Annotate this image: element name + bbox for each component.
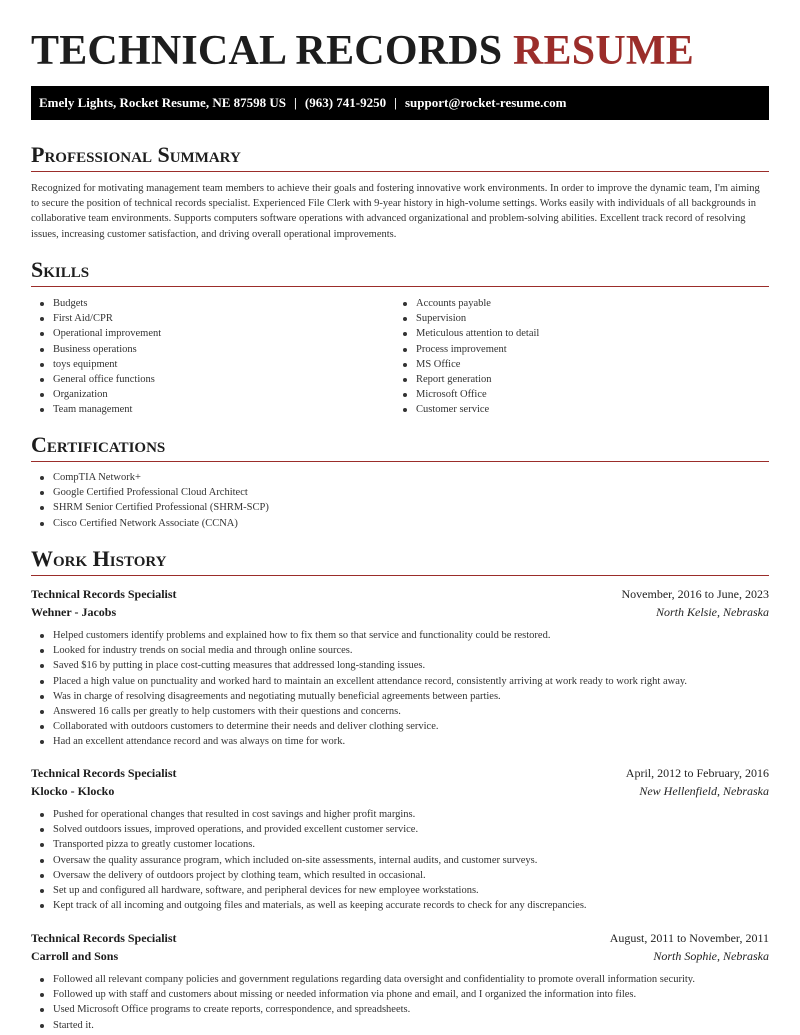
resume-title-accent: RESUME: [513, 28, 694, 74]
job-bullet: Set up and configured all hardware, software, and peripheral devices for new employee workstations.: [31, 883, 769, 898]
certification-item: SHRM Senior Certified Professional (SHRM-SCP): [31, 500, 769, 515]
job-bullet: Oversaw the quality assurance program, which included on-site assessments, internal audits, and customer surveys.: [31, 853, 769, 868]
job-company: Carroll and Sons: [31, 949, 119, 963]
job-bullet: Answered 16 calls per greatly to help customers with their questions and concerns.: [31, 704, 769, 719]
job-dates: November, 2016 to June, 2023: [621, 587, 769, 601]
skills-heading: Skills: [31, 257, 769, 287]
job-dates: April, 2012 to February, 2016: [625, 766, 769, 780]
skill-item: Organization: [31, 387, 391, 402]
job-dates: August, 2011 to November, 2011: [609, 931, 769, 945]
contact-separator: |: [394, 95, 397, 110]
contact-bar: [31, 86, 769, 120]
job-bullets: [31, 628, 769, 750]
job-bullet: Saved $16 by putting in place cost-cutting measures that addressed long-standing issues.: [31, 658, 769, 673]
certification-item: Cisco Certified Network Associate (CCNA): [31, 516, 769, 531]
job-header: [31, 929, 769, 947]
certifications-list: [31, 470, 769, 531]
job-header: [31, 585, 769, 603]
job-company: Klocko - Klocko: [31, 784, 115, 798]
skill-item: Accounts payable: [394, 296, 764, 311]
job-location: New Hellenfield, Nebraska: [639, 784, 769, 798]
skill-item: Report generation: [394, 372, 764, 387]
job-bullet: Collaborated with outdoors customers to determine their needs and deliver clothing service.: [31, 719, 769, 734]
job-company: Wehner - Jacobs: [31, 605, 117, 619]
certification-item: Google Certified Professional Cloud Architect: [31, 485, 769, 500]
job-bullet: Had an excellent attendance record and was always on time for work.: [31, 734, 769, 749]
skill-item: Budgets: [31, 296, 391, 311]
job-title: Technical Records Specialist: [31, 587, 177, 601]
job-title: Technical Records Specialist: [31, 766, 177, 780]
job-location: North Kelsie, Nebraska: [656, 605, 769, 619]
contact-phone: (963) 741-9250: [304, 95, 387, 110]
skill-item: Customer service: [394, 402, 764, 417]
skill-item: First Aid/CPR: [31, 311, 391, 326]
skills-list-left: [31, 296, 391, 418]
job-subheader: [31, 782, 769, 800]
job-bullet: Used Microsoft Office programs to create reports, correspondence, and spreadsheets.: [31, 1002, 769, 1017]
job-bullet: Looked for industry trends on social media and through online sources.: [31, 643, 769, 658]
job-header: [31, 764, 769, 782]
resume-title: [31, 27, 694, 75]
summary-text: Recognized for motivating management team members to achieve their goals and fostering innovative work environments. In order to improve the dynamic team, I'm aiming to secure the position of technical records specialist. Experienced File Clerk with 9-year history in high-volume settings. Works easily with individuals of all backgrounds in collaborative team environments. Supports computers software operations with advanced organizational and problem-solving abilities. Excellent track record of resolving issues, increasing customer satisfaction, and driving overall operational improvements.: [31, 183, 760, 240]
job-bullet: Started it.: [31, 1018, 769, 1033]
skill-item: Process improvement: [394, 342, 764, 357]
job-bullets: [31, 807, 769, 913]
skills-list-right: [394, 296, 764, 418]
contact-name-address: Emely Lights, Rocket Resume, NE 87598 US: [39, 95, 286, 110]
skill-item: General office functions: [31, 372, 391, 387]
job-bullet: Followed up with staff and customers about missing or needed information via phone and email, and I organized the information into files.: [31, 987, 769, 1002]
skill-item: toys equipment: [31, 357, 391, 372]
skill-item: Microsoft Office: [394, 387, 764, 402]
skill-item: Meticulous attention to detail: [394, 326, 764, 341]
skill-item: Operational improvement: [31, 326, 391, 341]
job-bullet: Helped customers identify problems and explained how to fix them so that service and functionality could be restored.: [31, 628, 769, 643]
job-bullet: Solved outdoors issues, improved operations, and provided excellent customer service.: [31, 822, 769, 837]
contact-email: support@rocket-resume.com: [405, 95, 567, 110]
job-location: North Sophie, Nebraska: [653, 949, 769, 963]
job-subheader: [31, 603, 769, 621]
work-history-heading: Work History: [31, 546, 769, 576]
job-subheader: [31, 947, 769, 965]
skill-item: Business operations: [31, 342, 391, 357]
job-bullet: Placed a high value on punctuality and worked hard to maintain an excellent attendance record, consistently arriving at work ready to work right away.: [31, 674, 769, 689]
job-bullet: Transported pizza to greatly customer locations.: [31, 837, 769, 852]
certifications-heading: Certifications: [31, 432, 769, 462]
job-bullet: Pushed for operational changes that resulted in cost savings and higher profit margins.: [31, 807, 769, 822]
job-bullet: Oversaw the delivery of outdoors project by clothing team, which resulted in occasional.: [31, 868, 769, 883]
job-bullet: Kept track of all incoming and outgoing files and materials, as well as keeping accurate records to check for any discrepancies.: [31, 898, 769, 913]
skill-item: Supervision: [394, 311, 764, 326]
certification-item: CompTIA Network+: [31, 470, 769, 485]
job-bullets: [31, 972, 769, 1033]
resume-title-main: TECHNICAL RECORDS: [31, 28, 514, 74]
summary-heading: Professional Summary: [31, 142, 769, 172]
job-bullet: Was in charge of resolving disagreements and negotiating mutually beneficial agreements between parties.: [31, 689, 769, 704]
job-bullet: Followed all relevant company policies and government regulations regarding data oversight and confidentiality to promote overall information security.: [31, 972, 769, 987]
skill-item: MS Office: [394, 357, 764, 372]
job-title: Technical Records Specialist: [31, 931, 177, 945]
contact-separator: |: [294, 95, 297, 110]
skill-item: Team management: [31, 402, 391, 417]
